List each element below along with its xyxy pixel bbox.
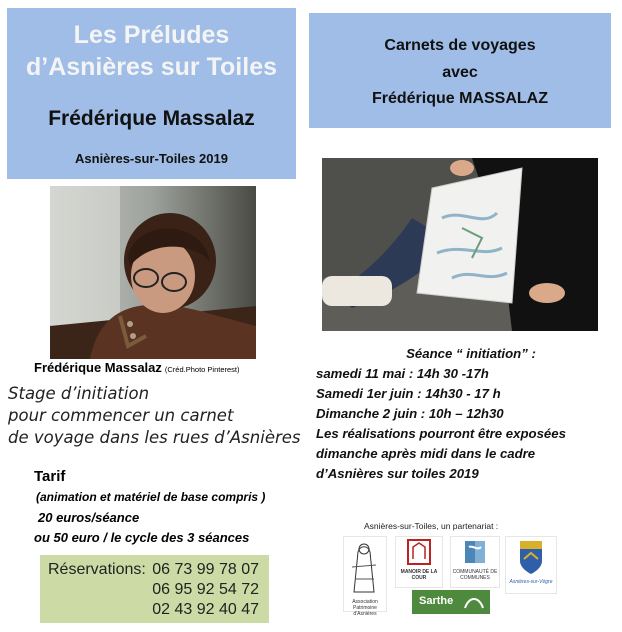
stage-line: de voyage dans les rues d’Asnières bbox=[8, 428, 301, 447]
left-header-banner bbox=[7, 8, 296, 179]
session-schedule bbox=[316, 344, 616, 484]
association-logo-text: Association Patrimoine d'Asnières bbox=[352, 599, 378, 617]
session-line: Dimanche 2 juin : 10h – 12h30 bbox=[316, 406, 504, 421]
stage-line: pour commencer un carnet bbox=[8, 406, 234, 425]
session-line: dimanche après midi dans le cadre bbox=[316, 446, 536, 461]
sketching-photo bbox=[322, 158, 598, 331]
communaute-logo bbox=[450, 536, 500, 588]
sarthe-logo bbox=[412, 590, 490, 614]
partners-label: Asnières-sur-Toiles, un partenariat : bbox=[364, 521, 499, 531]
tarif-price-cycle: ou 50 euro / le cycle des 3 séances bbox=[34, 530, 250, 545]
header-title-line2: d’Asnières sur Toiles bbox=[25, 53, 277, 81]
session-line: samedi 11 mai : 14h 30 -17h bbox=[316, 366, 489, 381]
asnieres-logo bbox=[505, 536, 557, 594]
association-logo bbox=[343, 536, 387, 617]
phone-number: 06 95 92 54 72 bbox=[152, 581, 259, 598]
phone-number: 06 73 99 78 07 bbox=[152, 561, 259, 578]
event-subtitle: Asnières-sur-Toiles 2019 bbox=[75, 151, 228, 166]
communaute-logo-text: COMMUNAUTÉ DE COMMUNES bbox=[452, 569, 498, 581]
photo-caption bbox=[34, 360, 314, 375]
right-header-banner bbox=[309, 13, 611, 128]
session-line: Samedi 1er juin : 14h30 - 17 h bbox=[316, 386, 501, 401]
session-title: Séance “ initiation” : bbox=[406, 346, 536, 361]
caption-name: Frédérique Massalaz bbox=[34, 360, 162, 375]
tarif-subtitle: (animation et matériel de base compris ) bbox=[36, 490, 266, 504]
sarthe-logo-text: Sarthe bbox=[419, 595, 454, 607]
reservations-label: Réservations: bbox=[48, 561, 146, 578]
session-line: d’Asnières sur toiles 2019 bbox=[316, 466, 479, 481]
session-line: Les réalisations pourront être exposées bbox=[316, 426, 566, 441]
stage-line: Stage d’initiation bbox=[8, 384, 150, 403]
workshop-title: Carnets de voyages bbox=[384, 37, 536, 54]
workshop-artist: Frédérique MASSALAZ bbox=[371, 90, 548, 107]
reservations-box bbox=[40, 555, 269, 623]
tarif-title: Tarif bbox=[34, 468, 66, 485]
phone-number: 02 43 92 40 47 bbox=[152, 601, 259, 618]
stage-description bbox=[8, 383, 308, 449]
manoir-logo bbox=[395, 536, 443, 588]
workshop-with: avec bbox=[442, 64, 478, 81]
header-title-line1: Les Préludes bbox=[73, 21, 230, 49]
tarif-price-session: 20 euros/séance bbox=[38, 510, 140, 525]
artist-name: Frédérique Massalaz bbox=[48, 107, 255, 130]
asnieres-logo-text: Asnières-sur-Vègre bbox=[509, 579, 553, 585]
caption-credit: (Créd.Photo Pinterest) bbox=[164, 365, 240, 374]
artist-portrait-photo bbox=[50, 186, 256, 359]
manoir-logo-text: MANOIR DE LA COUR bbox=[400, 569, 438, 581]
